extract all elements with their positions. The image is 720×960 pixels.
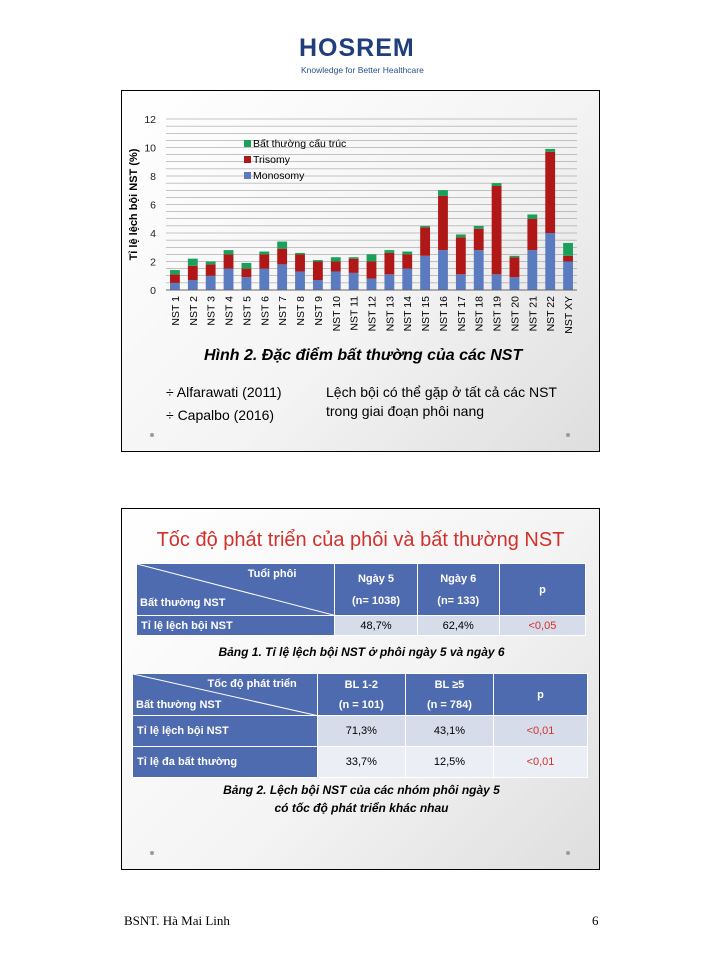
table-1 <box>136 563 586 636</box>
x-tick-label: NST 19 <box>491 296 504 332</box>
x-tick-label: NST 6 <box>259 296 272 326</box>
bar-structural <box>492 183 502 186</box>
bar-structural <box>277 242 287 249</box>
bar-monosomy <box>402 269 412 290</box>
y-tick-label: 2 <box>150 256 156 269</box>
slide-dot-right <box>566 851 570 855</box>
bar-trisomy <box>438 196 448 250</box>
table1-corner-top: Tuổi phôi <box>247 568 297 580</box>
x-tick-label: NST 8 <box>295 296 308 326</box>
bar-monosomy <box>367 279 377 290</box>
bar-trisomy <box>402 254 412 268</box>
x-tick-label: NST 12 <box>366 296 379 332</box>
table1-col-day5 <box>335 564 417 616</box>
table2-col-bl12-label: BL 1-2 <box>344 678 379 691</box>
table2-corner-bottom: Bất thường NST <box>136 699 222 711</box>
table2-row2-label: Tỉ lệ đa bất thường <box>133 747 318 778</box>
table2-corner-top: Tốc độ phát triển <box>207 678 297 690</box>
slide-note: Lệch bội có thể gặp ở tất cả các NST trong giai đoạn phôi nang <box>326 384 557 419</box>
bar-structural <box>188 259 198 266</box>
y-tick-label: 4 <box>150 228 156 240</box>
table1-col-day6 <box>417 564 499 616</box>
legend-swatch <box>244 156 251 163</box>
x-tick-label: NST 16 <box>437 296 450 332</box>
x-tick-label: NST 22 <box>545 296 558 332</box>
bar-monosomy <box>510 277 520 290</box>
bar-monosomy <box>241 277 251 290</box>
footer-author: BSNT. Hà Mai Linh <box>124 913 230 928</box>
bar-trisomy <box>367 262 377 279</box>
bar-monosomy <box>563 262 573 291</box>
legend-label: Trisomy <box>253 154 290 166</box>
bar-structural <box>241 263 251 269</box>
x-tick-label: NST 18 <box>473 296 486 332</box>
bar-structural <box>313 260 323 261</box>
bar-structural <box>384 250 394 253</box>
bar-structural <box>402 252 412 255</box>
x-tick-label: NST 1 <box>169 296 182 326</box>
bar-trisomy <box>563 256 573 262</box>
bar-trisomy <box>474 229 484 250</box>
x-tick-label: NST 2 <box>187 296 200 326</box>
table1-col-day6-label: Ngày 6 <box>440 572 477 585</box>
bar-monosomy <box>474 250 484 290</box>
x-tick-label: NST 4 <box>223 296 236 326</box>
x-tick-label: NST 11 <box>348 296 361 331</box>
bar-structural <box>456 234 466 237</box>
bar-monosomy <box>313 280 323 290</box>
bar-trisomy <box>492 186 502 274</box>
bar-structural <box>367 254 377 261</box>
bar-structural <box>349 257 359 258</box>
table2-row1-p: <0,01 <box>494 716 588 747</box>
table1-col-day5-n: (n= 1038) <box>352 594 400 607</box>
y-tick-label: 12 <box>144 114 156 126</box>
table1-cell-day6: 62,4% <box>417 616 499 636</box>
table1-corner-header <box>137 564 335 616</box>
table1-col-day6-n: (n= 133) <box>437 594 480 607</box>
table1-cell-p: <0,05 <box>499 616 585 636</box>
table2-row2-p: <0,01 <box>494 747 588 778</box>
bar-trisomy <box>224 254 234 268</box>
table-row <box>137 616 586 636</box>
bar-trisomy <box>206 264 216 275</box>
x-tick-label: NST 10 <box>330 296 343 332</box>
table1-cell-day5: 48,7% <box>335 616 417 636</box>
x-tick-label: NST 5 <box>241 296 254 326</box>
legend-swatch <box>244 172 251 179</box>
table2-row1-bl5: 43,1% <box>405 716 493 747</box>
x-tick-label: NST 17 <box>455 296 468 332</box>
table2-col-bl12-n: (n = 101) <box>338 698 384 711</box>
y-axis-label: Tỉ lệ lệch bội NST (%) <box>128 148 140 261</box>
table-row <box>133 716 588 747</box>
bar-structural <box>527 214 537 218</box>
table2-row1-label: Tỉ lệ lệch bội NST <box>133 716 318 747</box>
logo-tagline: Knowledge for Better Healthcare <box>301 65 424 75</box>
bar-monosomy <box>545 233 555 290</box>
bar-trisomy <box>241 269 251 278</box>
bar-monosomy <box>224 269 234 290</box>
table2-col-bl5 <box>405 674 493 716</box>
table2-col-bl5-n: (n = 784) <box>426 698 472 711</box>
slide-dot-left <box>150 851 154 855</box>
bar-monosomy <box>438 250 448 290</box>
y-tick-label: 8 <box>150 171 156 183</box>
bar-trisomy <box>456 237 466 274</box>
table2-col-bl12 <box>317 674 405 716</box>
x-tick-label: NST 7 <box>277 296 290 326</box>
bar-monosomy <box>384 274 394 290</box>
slide-dot-left <box>150 433 154 437</box>
bar-structural <box>510 256 520 257</box>
table2-row2-bl12: 33,7% <box>317 747 405 778</box>
bar-monosomy <box>206 276 216 290</box>
references <box>166 381 282 427</box>
table1-col-day5-label: Ngày 5 <box>357 572 395 585</box>
table1-caption: Bảng 1. Tỉ lệ lệch bội NST ở phôi ngày 5 và ngày 6 <box>218 645 505 659</box>
table2-row2-bl5: 12,5% <box>405 747 493 778</box>
x-tick-label: NST 13 <box>384 296 397 332</box>
bar-trisomy <box>510 257 520 277</box>
bar-trisomy <box>384 253 394 274</box>
table1-corner-bottom: Bất thường NST <box>140 597 226 609</box>
legend-label: Monosomy <box>253 170 305 182</box>
table2-col-bl5-label: BL ≥5 <box>434 678 465 691</box>
logo-wordmark: HOSREM <box>299 34 415 62</box>
x-tick-label: NST 3 <box>205 296 218 326</box>
bar-trisomy <box>259 254 269 268</box>
y-tick-label: 0 <box>150 285 156 297</box>
table2-row1-bl12: 71,3% <box>317 716 405 747</box>
y-tick-label: 10 <box>144 142 156 155</box>
reference-1: ÷ Alfarawati (2011) <box>166 384 282 400</box>
bar-structural <box>224 250 234 254</box>
table1-row-label: Tỉ lệ lệch bội NST <box>137 616 335 636</box>
bar-trisomy <box>170 274 180 283</box>
bar-monosomy <box>527 250 537 290</box>
bar-monosomy <box>170 283 180 290</box>
bar-monosomy <box>295 271 305 290</box>
x-tick-label: NST 9 <box>312 296 325 326</box>
bar-trisomy <box>545 152 555 233</box>
y-tick-label: 6 <box>150 199 156 212</box>
x-tick-label: NST 20 <box>509 296 522 332</box>
bar-structural <box>474 226 484 229</box>
bar-monosomy <box>456 274 466 290</box>
bar-trisomy <box>527 219 537 250</box>
page-number: 6 <box>592 913 599 928</box>
bar-chart <box>122 109 599 359</box>
table1-col-p: p <box>499 564 585 616</box>
reference-2: ÷ Capalbo (2016) <box>166 407 275 423</box>
table2-col-p: p <box>494 674 588 716</box>
bar-structural <box>295 253 305 254</box>
legend-label: Bất thường cấu trúc <box>253 138 347 150</box>
bar-structural <box>331 257 341 261</box>
bar-trisomy <box>420 227 430 256</box>
bar-trisomy <box>331 262 341 272</box>
bar-structural <box>545 149 555 152</box>
bar-structural <box>206 262 216 265</box>
bar-monosomy <box>259 269 269 290</box>
hosrem-logo <box>295 32 425 78</box>
bar-monosomy <box>331 271 341 290</box>
table2-caption-line2: có tốc độ phát triển khác nhau <box>274 801 449 815</box>
bar-monosomy <box>492 274 502 290</box>
bar-structural <box>170 270 180 274</box>
bar-trisomy <box>313 262 323 281</box>
bar-structural <box>259 252 269 255</box>
bar-monosomy <box>349 273 359 290</box>
bar-monosomy <box>277 264 287 290</box>
x-tick-label: NST XY <box>563 296 576 334</box>
table2-corner-header <box>133 674 318 716</box>
slide-chromosome-chart <box>121 90 600 452</box>
bar-monosomy <box>420 256 430 290</box>
bar-structural <box>420 226 430 227</box>
bar-trisomy <box>295 254 305 271</box>
figure-caption: Hình 2. Đặc điểm bất thường của các NST <box>204 347 523 364</box>
table-2 <box>132 673 588 778</box>
legend-swatch <box>244 140 251 147</box>
x-tick-label: NST 14 <box>402 296 415 332</box>
bar-trisomy <box>188 266 198 280</box>
bar-structural <box>563 243 573 256</box>
bar-trisomy <box>277 249 287 265</box>
table2-caption-line1: Bảng 2. Lệch bội NST của các nhóm phôi ngày 5 <box>223 783 500 797</box>
table-row <box>133 747 588 778</box>
x-tick-label: NST 15 <box>420 296 433 332</box>
x-tick-label: NST 21 <box>527 296 540 332</box>
slide-embryo-development <box>121 508 600 870</box>
bar-monosomy <box>188 280 198 290</box>
bar-structural <box>438 190 448 196</box>
bar-trisomy <box>349 259 359 273</box>
slide-title: Tốc độ phát triển của phôi và bất thường NST <box>156 529 565 551</box>
slide-dot-right <box>566 433 570 437</box>
